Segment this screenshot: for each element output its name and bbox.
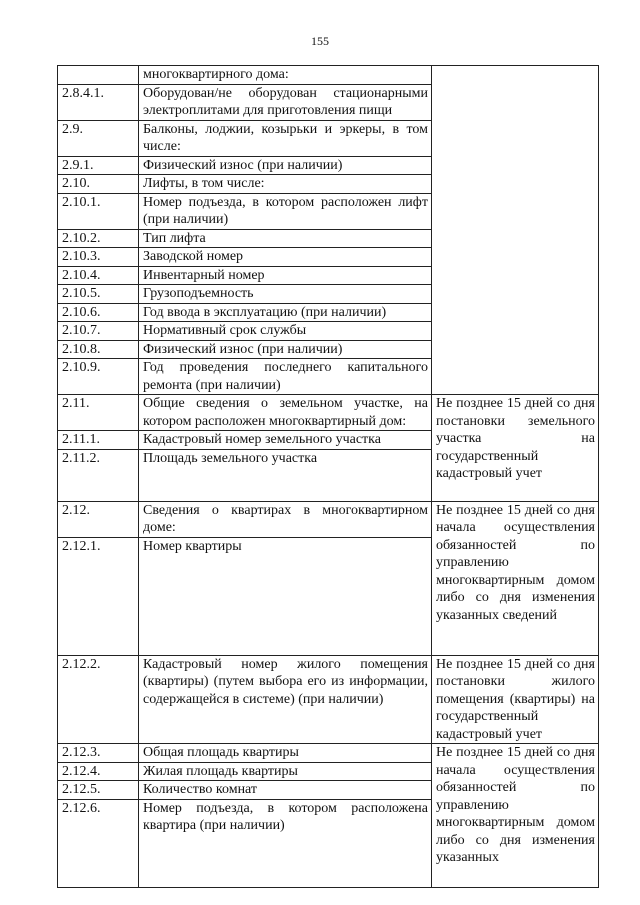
item-number: 2.10.6.: [58, 303, 139, 322]
item-number: [58, 66, 139, 85]
item-number: 2.10.3.: [58, 248, 139, 267]
item-number: 2.12.4.: [58, 762, 139, 781]
table-row: [58, 501, 599, 537]
item-description: Год ввода в эксплуатацию (при наличии): [139, 303, 432, 322]
item-number: 2.10.: [58, 175, 139, 194]
item-number: 2.10.4.: [58, 266, 139, 285]
item-number: 2.12.1.: [58, 537, 139, 655]
item-description: Площадь земельного участка: [139, 449, 432, 501]
item-description: Жилая площадь квартиры: [139, 762, 432, 781]
item-description: Тип лифта: [139, 229, 432, 248]
item-description: Балконы, лоджии, козырьки и эркеры, в том числе:: [139, 120, 432, 156]
item-number: 2.9.1.: [58, 156, 139, 175]
item-description: Номер квартиры: [139, 537, 432, 655]
item-number: 2.11.: [58, 395, 139, 431]
item-description: Лифты, в том числе:: [139, 175, 432, 194]
item-description: Сведения о квартирах в многоквартирном доме:: [139, 501, 432, 537]
item-description: Номер подъезда, в котором расположен лифт (при наличии): [139, 193, 432, 229]
item-number: 2.11.1.: [58, 431, 139, 450]
item-description: Количество комнат: [139, 781, 432, 800]
table-row: [58, 655, 599, 744]
item-number: 2.10.9.: [58, 359, 139, 395]
deadline-cadastral: Не позднее 15 дней со дня постановки жилого помещения (квартиры) на государственный кадастровый учет: [432, 655, 599, 744]
item-description: Грузоподъемность: [139, 285, 432, 304]
item-number: 2.11.2.: [58, 449, 139, 501]
item-number: 2.12.2.: [58, 655, 139, 744]
item-description: Физический износ (при наличии): [139, 340, 432, 359]
data-table: [57, 65, 599, 888]
item-description: Кадастровый номер жилого помещения (квартиры) (путем выбора его из информации, содержащейся в системе) (при наличии): [139, 655, 432, 744]
item-number: 2.10.5.: [58, 285, 139, 304]
deadline-apartment-details: Не позднее 15 дней со дня начала осуществления обязанностей по управлению многоквартирным домом либо со дня изменения указанных: [432, 744, 599, 888]
item-description: Общие сведения о земельном участке, на котором расположен многоквартирный дом:: [139, 395, 432, 431]
item-description: Оборудован/не оборудован стационарными электроплитами для приготовления пищи: [139, 84, 432, 120]
deadline-apartments: Не позднее 15 дней со дня начала осуществления обязанностей по управлению многоквартирным домом либо со дня изменения указанных сведений: [432, 501, 599, 655]
item-description: Номер подъезда, в котором расположена квартира (при наличии): [139, 799, 432, 887]
item-number: 2.12.3.: [58, 744, 139, 763]
page-number: 155: [311, 34, 329, 48]
item-description: Нормативный срок службы: [139, 322, 432, 341]
table-row: [58, 66, 599, 85]
item-number: 2.10.7.: [58, 322, 139, 341]
deadline-land: Не позднее 15 дней со дня постановки земельного участка на государственный кадастровый учет: [432, 395, 599, 502]
item-description: Год проведения последнего капитального ремонта (при наличии): [139, 359, 432, 395]
table-row: [58, 395, 599, 431]
item-number: 2.10.2.: [58, 229, 139, 248]
item-number: 2.10.1.: [58, 193, 139, 229]
item-description: Физический износ (при наличии): [139, 156, 432, 175]
item-number: 2.9.: [58, 120, 139, 156]
item-number: 2.10.8.: [58, 340, 139, 359]
item-description: Инвентарный номер: [139, 266, 432, 285]
item-number: 2.12.6.: [58, 799, 139, 887]
item-description: многоквартирного дома:: [139, 66, 432, 85]
item-number: 2.12.5.: [58, 781, 139, 800]
item-description: Общая площадь квартиры: [139, 744, 432, 763]
deadline-empty: [432, 66, 599, 395]
item-number: 2.12.: [58, 501, 139, 537]
item-description: Заводской номер: [139, 248, 432, 267]
table-row: [58, 744, 599, 763]
item-description: Кадастровый номер земельного участка: [139, 431, 432, 450]
item-number: 2.8.4.1.: [58, 84, 139, 120]
